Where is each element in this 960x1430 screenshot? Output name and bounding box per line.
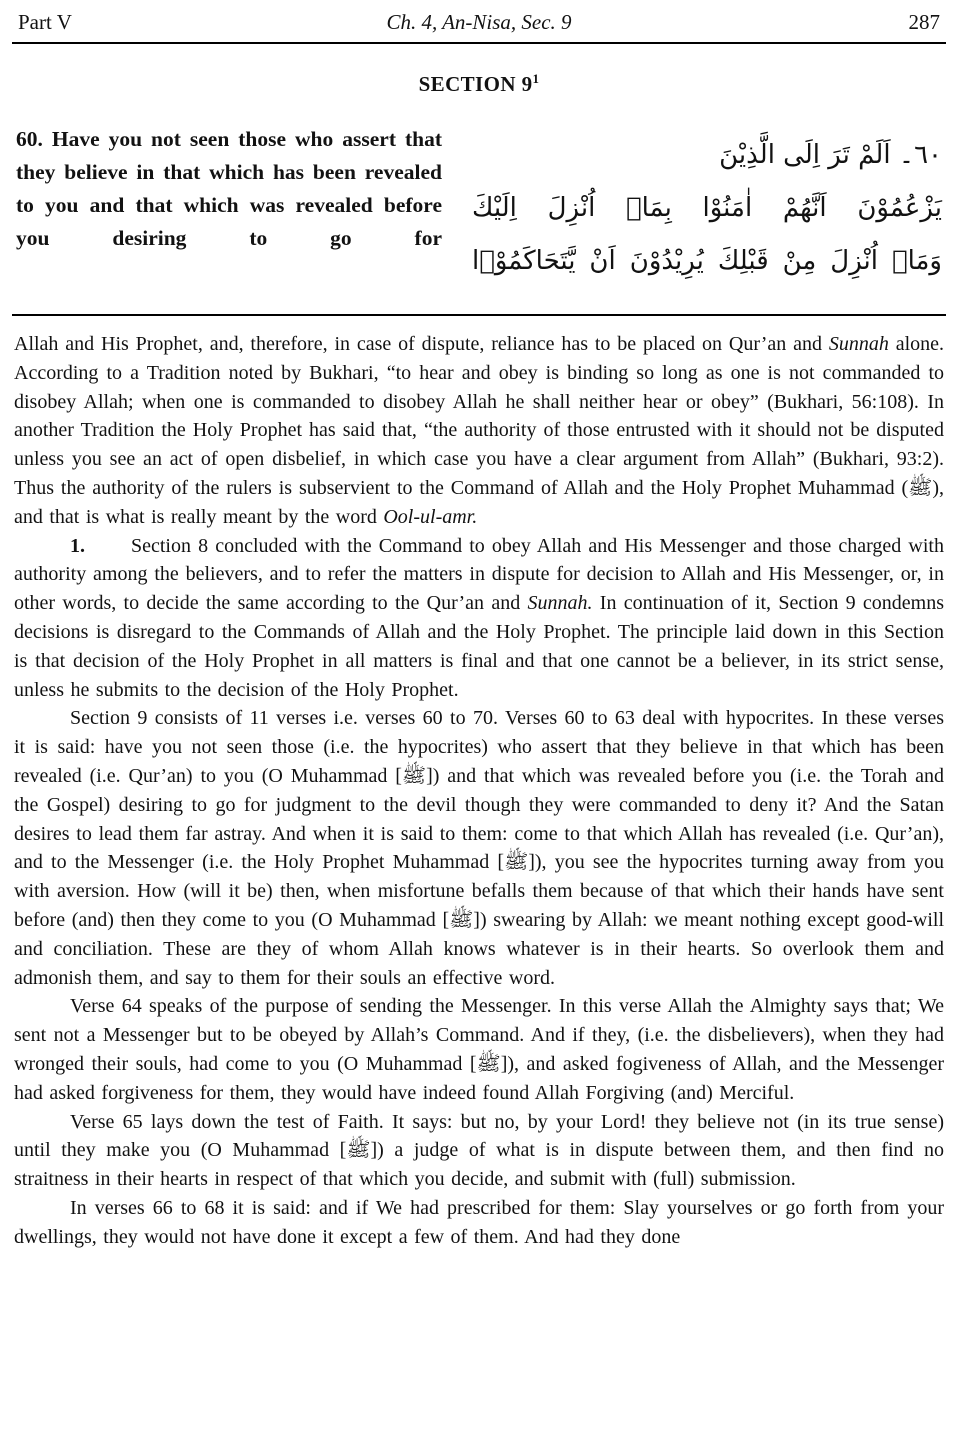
part-label: Part V	[18, 10, 72, 34]
commentary-paragraph	[14, 532, 944, 705]
commentary-paragraph	[14, 704, 944, 992]
arabic-verse-line: ٦٠۔ اَلَمْ تَرَ اِلَى الَّذِيْنَ	[719, 140, 942, 170]
section-footnote-marker: 1	[532, 71, 540, 86]
text-run: Ool-ul-amr.	[383, 505, 478, 528]
text-run: Verse 64 speaks of the purpose of sending the Messenger. In this verse Allah the Almighty says that; We sent not a Messenger but to be obeyed by Allah’s Command. And if they, (i.e. the disbelievers), when they had wronged their souls, had come to you (O Muhammad [ﷺ]), and asked fogiveness of Allah, and the Messenger had asked forgiveness for them, they would have indeed found Allah Forgiving (and) Merciful.	[14, 995, 944, 1104]
commentary	[12, 330, 946, 1252]
verse-commentary-divider	[12, 314, 946, 316]
text-run: 1.	[70, 534, 85, 557]
text-run: Sunnah.	[527, 592, 593, 615]
section-heading	[12, 71, 946, 97]
section-title: SECTION 9	[418, 72, 533, 96]
commentary-paragraph	[14, 330, 944, 532]
verse-arabic	[472, 123, 942, 288]
text-run: Section 9 consists of 11 verses i.e. verses 60 to 70. Verses 60 to 63 deal with hypocrites. In these verses it is said: have you not seen those (i.e. the hypocrites) who assert that they believe in that which has been revealed (i.e. Qur’an) to you (O Muhammad [ﷺ]) and that which was revealed before you (i.e. the Torah and the Gospel) desiring to go for judgment to the devil though they were commanded to deny it? And the Satan desires to lead them far astray. And when it is said to them: come to that which Allah has revealed (i.e. Qur’an), and to the Messenger (i.e. the Holy Prophet Muhammad [ﷺ]), you see the hypocrites turning away from you with aversion. How (will it be) then, when misfortune befalls them because of that which their hands have sent before (and) then they come to you (O Muhammad [ﷺ]) swearing by Allah: we meant nothing except good-will and conciliation. These are they of whom Allah knows whatever is in their hearts. So overlook them and admonish them, and say to them for their souls an effective word.	[14, 707, 945, 989]
arabic-verse-line: يَزْعُمُوْنَ اَنَّهُمْ اٰمَنُوْا بِمَاۤ اُنْزِلَ اِلَيْكَ	[472, 193, 942, 223]
text-run: alone. According to a Tradition noted by Bukhari, “to hear and obey is binding so long as one is not commanded to disobey Allah; when one is commanded to disobey Allah he shall neither hear or obey” (Bukhari, 56:108). In another Tradition the Holy Prophet has said that, “the authority of those entrusted with it should not be disputed unless you see an act of open disbelief, in which case you have a clear argument from Allah” (Bukhari, 93:2). Thus the authority of the rulers is subservient to the Command of Allah and the Holy Prophet Muhammad (ﷺ), and that is what is really meant by the word	[14, 333, 945, 528]
commentary-paragraph	[14, 1194, 944, 1252]
text-run: In verses 66 to 68 it is said: and if We had prescribed for them: Slay yourselves or go forth from your dwellings, they would not have done it except a few of them. And had they done	[14, 1196, 944, 1248]
text-run: Sunnah	[828, 333, 889, 355]
commentary-paragraph	[14, 1108, 944, 1194]
text-run: Allah and His Prophet, and, therefore, in case of dispute, reliance has to be placed on Qur’an and	[14, 333, 829, 355]
page-header	[12, 6, 946, 42]
text-run: In continuation of it, Section 9 condemns decisions is disregard to the Commands of Allah and the Holy Prophet. The principle laid down in this Section is that decision of the Holy Prophet in all matters is final and that one cannot be a believer, in its strict sense, unless he submits to the decision of the Holy Prophet.	[14, 592, 944, 701]
chapter-title: Ch. 4, An-Nisa, Sec. 9	[386, 10, 572, 34]
verse-block	[12, 121, 946, 288]
verse-translation: 60. Have you not seen those who assert that they believe in that which has been revealed to you and that which was revealed before you desiring to go for	[16, 127, 442, 250]
text-run: Verse 65 lays down the test of Faith. It says: but no, by your Lord! they believe not (in its true sense) until they make you (O Muhammad [ﷺ]) a judge of what is in dispute between them, and then find no straitness in their hearts in respect of that which you decide, and submit with (full) submission.	[14, 1110, 944, 1191]
arabic-verse-line: وَمَاۤ اُنْزِلَ مِنْ قَبْلِكَ يُرِيْدُوْنَ اَنْ يَّتَحَاكَمُوْۤا	[472, 246, 942, 276]
text-run: Section 8 concluded with the Command to obey Allah and His Messenger and those charged with authority among the believers, and to refer the matters in dispute for decision to Allah and His Messenger, or, in other words, to decide the same according to the Qur’an and	[14, 534, 944, 615]
commentary-paragraph	[14, 992, 944, 1107]
header-rule	[12, 42, 946, 44]
page-number: 287	[908, 10, 940, 34]
